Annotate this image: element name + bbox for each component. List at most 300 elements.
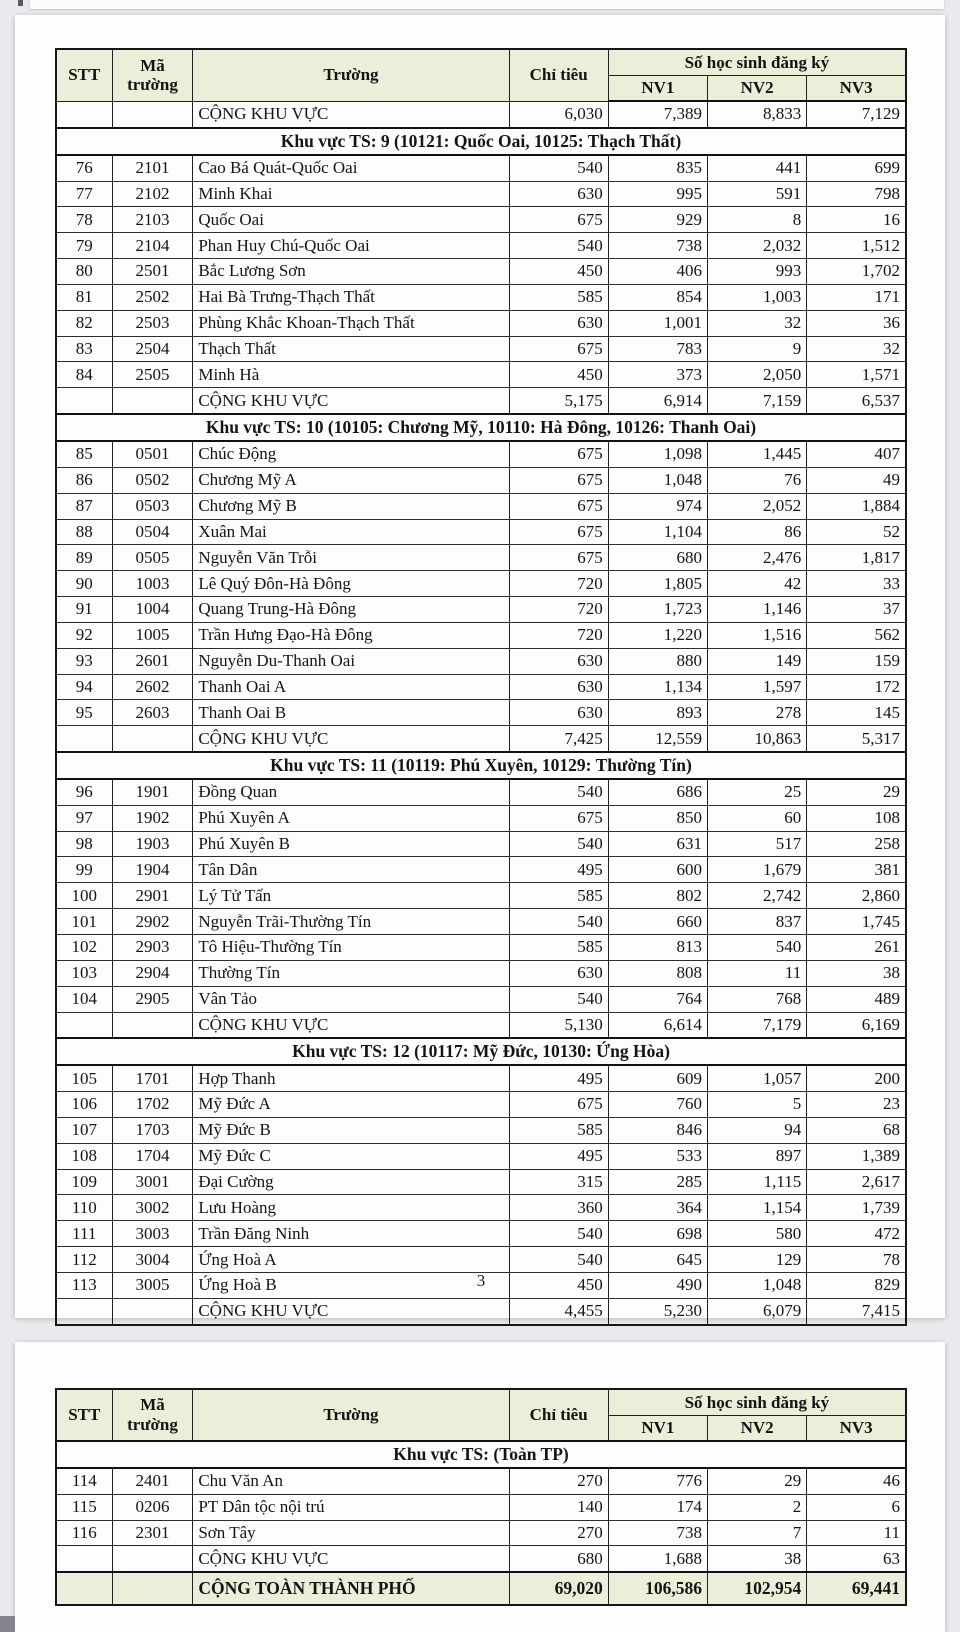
cell: 86 bbox=[708, 519, 807, 545]
cell: 3001 bbox=[112, 1169, 193, 1195]
cell: 6,079 bbox=[708, 1298, 807, 1324]
cell: 850 bbox=[608, 805, 707, 831]
col-header-nv2: NV2 bbox=[708, 1416, 807, 1442]
cell: 1,512 bbox=[807, 233, 906, 259]
cell: 7 bbox=[708, 1520, 807, 1546]
table-row bbox=[56, 1247, 906, 1273]
cell: 738 bbox=[608, 233, 707, 259]
table-row bbox=[56, 1169, 906, 1195]
cell: 540 bbox=[708, 935, 807, 961]
cell: 2101 bbox=[112, 155, 193, 181]
cell: 441 bbox=[708, 155, 807, 181]
photo-edge-shadow bbox=[0, 1616, 15, 1632]
cell: 630 bbox=[509, 700, 608, 726]
cell: 114 bbox=[56, 1468, 112, 1494]
cell: Đại Cường bbox=[193, 1169, 509, 1195]
section-header: Khu vực TS: (Toàn TP) bbox=[56, 1441, 906, 1468]
cell: Mỹ Đức A bbox=[193, 1092, 509, 1118]
cell: 8,833 bbox=[708, 101, 807, 128]
cell: 540 bbox=[509, 155, 608, 181]
cell: 698 bbox=[608, 1221, 707, 1247]
cell: 854 bbox=[608, 284, 707, 310]
cell: 46 bbox=[807, 1468, 906, 1494]
cell: 92 bbox=[56, 622, 112, 648]
cell: Hợp Thanh bbox=[193, 1065, 509, 1091]
table-row bbox=[56, 1117, 906, 1143]
cell: 2902 bbox=[112, 909, 193, 935]
cell: 2903 bbox=[112, 935, 193, 961]
cell: 897 bbox=[708, 1143, 807, 1169]
cell: 5,317 bbox=[807, 726, 906, 752]
table-row bbox=[56, 648, 906, 674]
table-row bbox=[56, 1143, 906, 1169]
cell: 76 bbox=[708, 467, 807, 493]
cell: 7,179 bbox=[708, 1012, 807, 1038]
cell: 5,230 bbox=[608, 1298, 707, 1324]
cell: 12,559 bbox=[608, 726, 707, 752]
table-row bbox=[56, 259, 906, 285]
col-header-chi-tieu: Chỉ tiêu bbox=[509, 49, 608, 101]
cell: 116 bbox=[56, 1520, 112, 1546]
cell: Thanh Oai B bbox=[193, 700, 509, 726]
cell: Bắc Lương Sơn bbox=[193, 259, 509, 285]
cell: 0206 bbox=[112, 1494, 193, 1520]
cell: 93 bbox=[56, 648, 112, 674]
cell: 675 bbox=[509, 545, 608, 571]
table-row bbox=[56, 310, 906, 336]
cell: 580 bbox=[708, 1221, 807, 1247]
cell: 630 bbox=[509, 648, 608, 674]
cell: 675 bbox=[509, 441, 608, 467]
cell: 630 bbox=[509, 960, 608, 986]
cell: 472 bbox=[807, 1221, 906, 1247]
cell: Thạch Thất bbox=[193, 336, 509, 362]
table-row bbox=[56, 336, 906, 362]
cell bbox=[56, 1546, 112, 1572]
cell: 675 bbox=[509, 805, 608, 831]
cell bbox=[56, 388, 112, 414]
cell: 200 bbox=[807, 1065, 906, 1091]
section-header-row bbox=[56, 128, 906, 155]
cell: 2,742 bbox=[708, 883, 807, 909]
cell: 2,032 bbox=[708, 233, 807, 259]
cell: Vân Tảo bbox=[193, 986, 509, 1012]
cell: 94 bbox=[56, 674, 112, 700]
cell: 631 bbox=[608, 831, 707, 857]
cell: 675 bbox=[509, 493, 608, 519]
cell: 36 bbox=[807, 310, 906, 336]
cell: 129 bbox=[708, 1247, 807, 1273]
previous-page-bottom-edge bbox=[30, 0, 944, 9]
cell: 69,441 bbox=[807, 1572, 906, 1605]
table-row bbox=[56, 805, 906, 831]
cell: 680 bbox=[509, 1546, 608, 1572]
cell bbox=[112, 726, 193, 752]
cell: 835 bbox=[608, 155, 707, 181]
cell: 680 bbox=[608, 545, 707, 571]
table-row bbox=[56, 1494, 906, 1520]
cell: Phan Huy Chú-Quốc Oai bbox=[193, 233, 509, 259]
cell: 1704 bbox=[112, 1143, 193, 1169]
cell: 38 bbox=[807, 960, 906, 986]
cell: 0504 bbox=[112, 519, 193, 545]
cell: 52 bbox=[807, 519, 906, 545]
cell: Nguyễn Văn Trỗi bbox=[193, 545, 509, 571]
cell: 2502 bbox=[112, 284, 193, 310]
table-row bbox=[56, 155, 906, 181]
cell: 585 bbox=[509, 935, 608, 961]
col-header-chi-tieu: Chỉ tiêu bbox=[509, 1389, 608, 1441]
cell: 7,159 bbox=[708, 388, 807, 414]
cell: 837 bbox=[708, 909, 807, 935]
cell: 364 bbox=[608, 1195, 707, 1221]
cell: 764 bbox=[608, 986, 707, 1012]
cell: 1902 bbox=[112, 805, 193, 831]
cell bbox=[112, 1298, 193, 1324]
cell: 106 bbox=[56, 1092, 112, 1118]
section-header-row bbox=[56, 752, 906, 779]
cell: Lê Quý Đôn-Hà Đông bbox=[193, 571, 509, 597]
cell: 103 bbox=[56, 960, 112, 986]
cell: Quốc Oai bbox=[193, 207, 509, 233]
cell: 29 bbox=[708, 1468, 807, 1494]
table-row bbox=[56, 441, 906, 467]
section-header: Khu vực TS: 10 (10105: Chương Mỹ, 10110: Hà Đông, 10126: Thanh Oai) bbox=[56, 414, 906, 441]
cell: Phùng Khắc Khoan-Thạch Thất bbox=[193, 310, 509, 336]
col-header-truong: Trường bbox=[193, 1389, 509, 1441]
cell: 258 bbox=[807, 831, 906, 857]
cell: 1,745 bbox=[807, 909, 906, 935]
cell: 29 bbox=[807, 779, 906, 805]
cell: 562 bbox=[807, 622, 906, 648]
cell: 591 bbox=[708, 181, 807, 207]
cell: 171 bbox=[807, 284, 906, 310]
cell: Quang Trung-Hà Đông bbox=[193, 597, 509, 623]
cell: 880 bbox=[608, 648, 707, 674]
cell: 25 bbox=[708, 779, 807, 805]
cell: 450 bbox=[509, 1272, 608, 1298]
cell: 720 bbox=[509, 597, 608, 623]
cell: 0505 bbox=[112, 545, 193, 571]
cell: 111 bbox=[56, 1221, 112, 1247]
cell: 768 bbox=[708, 986, 807, 1012]
cell: 2102 bbox=[112, 181, 193, 207]
cell: Tân Dân bbox=[193, 857, 509, 883]
cell: 81 bbox=[56, 284, 112, 310]
cell: Sơn Tây bbox=[193, 1520, 509, 1546]
cell: 1904 bbox=[112, 857, 193, 883]
cell: 645 bbox=[608, 1247, 707, 1273]
cell: 1,146 bbox=[708, 597, 807, 623]
cell: Chương Mỹ B bbox=[193, 493, 509, 519]
enrollment-table-page-4 bbox=[55, 1388, 907, 1606]
cell: 1701 bbox=[112, 1065, 193, 1091]
cell: 6,030 bbox=[509, 101, 608, 128]
cell: 813 bbox=[608, 935, 707, 961]
cell: 88 bbox=[56, 519, 112, 545]
col-header-nv2: NV2 bbox=[708, 76, 807, 102]
cell: 1,389 bbox=[807, 1143, 906, 1169]
cell: 540 bbox=[509, 779, 608, 805]
cell: 2601 bbox=[112, 648, 193, 674]
cell: 1901 bbox=[112, 779, 193, 805]
cell: 540 bbox=[509, 1221, 608, 1247]
cell: 1,098 bbox=[608, 441, 707, 467]
table-row bbox=[56, 1012, 906, 1038]
cell: 3003 bbox=[112, 1221, 193, 1247]
cell: 2603 bbox=[112, 700, 193, 726]
cell: Chương Mỹ A bbox=[193, 467, 509, 493]
cell: CỘNG KHU VỰC bbox=[193, 1012, 509, 1038]
table-row bbox=[56, 362, 906, 388]
table-row bbox=[56, 571, 906, 597]
cell: 91 bbox=[56, 597, 112, 623]
cell: 1,884 bbox=[807, 493, 906, 519]
table-row bbox=[56, 1092, 906, 1118]
cell: 540 bbox=[509, 831, 608, 857]
cell: 2501 bbox=[112, 259, 193, 285]
cell bbox=[56, 1572, 112, 1605]
cell: Ứng Hoà A bbox=[193, 1247, 509, 1273]
table-row bbox=[56, 1546, 906, 1572]
cell: Lưu Hoàng bbox=[193, 1195, 509, 1221]
cell: 2905 bbox=[112, 986, 193, 1012]
cell: 2401 bbox=[112, 1468, 193, 1494]
table-row bbox=[56, 467, 906, 493]
cell: 5 bbox=[708, 1092, 807, 1118]
cell: 278 bbox=[708, 700, 807, 726]
table-row bbox=[56, 986, 906, 1012]
cell: Cao Bá Quát-Quốc Oai bbox=[193, 155, 509, 181]
cell: 108 bbox=[807, 805, 906, 831]
table-row bbox=[56, 883, 906, 909]
cell: 585 bbox=[509, 284, 608, 310]
cell: Thanh Oai A bbox=[193, 674, 509, 700]
cell: 42 bbox=[708, 571, 807, 597]
cell: 7,129 bbox=[807, 101, 906, 128]
cell: 1,154 bbox=[708, 1195, 807, 1221]
cell: 60 bbox=[708, 805, 807, 831]
page-edge-mark bbox=[18, 0, 23, 6]
table-row bbox=[56, 1221, 906, 1247]
cell: 798 bbox=[807, 181, 906, 207]
cell: 450 bbox=[509, 362, 608, 388]
cell: 720 bbox=[509, 571, 608, 597]
cell: 11 bbox=[807, 1520, 906, 1546]
cell: Nguyễn Trãi-Thường Tín bbox=[193, 909, 509, 935]
cell: 9 bbox=[708, 336, 807, 362]
cell: 776 bbox=[608, 1468, 707, 1494]
cell: 1702 bbox=[112, 1092, 193, 1118]
cell: Trần Hưng Đạo-Hà Đông bbox=[193, 622, 509, 648]
cell: 78 bbox=[56, 207, 112, 233]
cell: PT Dân tộc nội trú bbox=[193, 1494, 509, 1520]
cell: 2505 bbox=[112, 362, 193, 388]
cell: 2602 bbox=[112, 674, 193, 700]
cell bbox=[112, 1012, 193, 1038]
cell: CỘNG KHU VỰC bbox=[193, 101, 509, 128]
cell: 600 bbox=[608, 857, 707, 883]
cell: 2104 bbox=[112, 233, 193, 259]
section-header-row bbox=[56, 1441, 906, 1468]
cell: Chu Văn An bbox=[193, 1468, 509, 1494]
table-row bbox=[56, 1572, 906, 1605]
cell: 8 bbox=[708, 207, 807, 233]
cell: 675 bbox=[509, 336, 608, 362]
cell: 495 bbox=[509, 1065, 608, 1091]
cell: 23 bbox=[807, 1092, 906, 1118]
col-header-nv3: NV3 bbox=[807, 76, 906, 102]
cell: Lý Tử Tấn bbox=[193, 883, 509, 909]
cell: 86 bbox=[56, 467, 112, 493]
cell: 585 bbox=[509, 883, 608, 909]
cell: 5,175 bbox=[509, 388, 608, 414]
cell: CỘNG KHU VỰC bbox=[193, 726, 509, 752]
cell: 96 bbox=[56, 779, 112, 805]
table-row bbox=[56, 622, 906, 648]
table-row bbox=[56, 1298, 906, 1324]
cell: 489 bbox=[807, 986, 906, 1012]
table-row bbox=[56, 207, 906, 233]
cell: 540 bbox=[509, 986, 608, 1012]
col-header-so-hoc-sinh-dang-ky: Số học sinh đăng ký bbox=[608, 1389, 906, 1416]
cell: 68 bbox=[807, 1117, 906, 1143]
cell: 675 bbox=[509, 1092, 608, 1118]
cell: 109 bbox=[56, 1169, 112, 1195]
cell: 102,954 bbox=[708, 1572, 807, 1605]
cell: 113 bbox=[56, 1272, 112, 1298]
table-row bbox=[56, 1195, 906, 1221]
cell: 2904 bbox=[112, 960, 193, 986]
cell: Phú Xuyên B bbox=[193, 831, 509, 857]
cell: 517 bbox=[708, 831, 807, 857]
cell: 1,679 bbox=[708, 857, 807, 883]
cell: 102 bbox=[56, 935, 112, 961]
cell: 1,597 bbox=[708, 674, 807, 700]
cell: 7,389 bbox=[608, 101, 707, 128]
cell: 100 bbox=[56, 883, 112, 909]
cell: 6,614 bbox=[608, 1012, 707, 1038]
cell: CỘNG KHU VỰC bbox=[193, 1298, 509, 1324]
cell: 6,537 bbox=[807, 388, 906, 414]
cell: 540 bbox=[509, 233, 608, 259]
col-header-nv1: NV1 bbox=[608, 76, 707, 102]
cell: 104 bbox=[56, 986, 112, 1012]
cell: 49 bbox=[807, 467, 906, 493]
cell: 1,702 bbox=[807, 259, 906, 285]
cell: 929 bbox=[608, 207, 707, 233]
table-row bbox=[56, 831, 906, 857]
cell bbox=[56, 1012, 112, 1038]
cell: CỘNG KHU VỰC bbox=[193, 388, 509, 414]
cell: 82 bbox=[56, 310, 112, 336]
cell: 1,445 bbox=[708, 441, 807, 467]
cell: 1,001 bbox=[608, 310, 707, 336]
section-header: Khu vực TS: 11 (10119: Phú Xuyên, 10129: Thường Tín) bbox=[56, 752, 906, 779]
cell: 381 bbox=[807, 857, 906, 883]
table-row bbox=[56, 181, 906, 207]
table-row bbox=[56, 779, 906, 805]
col-header-truong: Trường bbox=[193, 49, 509, 101]
cell: 140 bbox=[509, 1494, 608, 1520]
cell: 98 bbox=[56, 831, 112, 857]
cell: 808 bbox=[608, 960, 707, 986]
cell: 540 bbox=[509, 909, 608, 935]
cell: 1,688 bbox=[608, 1546, 707, 1572]
cell: 1,817 bbox=[807, 545, 906, 571]
cell: 406 bbox=[608, 259, 707, 285]
cell: 450 bbox=[509, 259, 608, 285]
cell: 630 bbox=[509, 310, 608, 336]
table-row bbox=[56, 674, 906, 700]
table-row bbox=[56, 700, 906, 726]
cell: Mỹ Đức B bbox=[193, 1117, 509, 1143]
cell: 660 bbox=[608, 909, 707, 935]
cell: 675 bbox=[509, 467, 608, 493]
cell: CỘNG KHU VỰC bbox=[193, 1546, 509, 1572]
cell: 106,586 bbox=[608, 1572, 707, 1605]
cell: Tô Hiệu-Thường Tín bbox=[193, 935, 509, 961]
col-header-stt: STT bbox=[56, 1389, 112, 1441]
cell: 3005 bbox=[112, 1272, 193, 1298]
cell: 69,020 bbox=[509, 1572, 608, 1605]
cell: 99 bbox=[56, 857, 112, 883]
cell: 829 bbox=[807, 1272, 906, 1298]
cell: 1,115 bbox=[708, 1169, 807, 1195]
cell: 112 bbox=[56, 1247, 112, 1273]
col-header-so-hoc-sinh-dang-ky: Số học sinh đăng ký bbox=[608, 49, 906, 76]
cell: 270 bbox=[509, 1468, 608, 1494]
document-page-3 bbox=[15, 15, 945, 1321]
table-row bbox=[56, 935, 906, 961]
cell: 2,617 bbox=[807, 1169, 906, 1195]
cell: 760 bbox=[608, 1092, 707, 1118]
cell: 720 bbox=[509, 622, 608, 648]
cell: 11 bbox=[708, 960, 807, 986]
cell: 360 bbox=[509, 1195, 608, 1221]
table-row bbox=[56, 493, 906, 519]
cell: 285 bbox=[608, 1169, 707, 1195]
cell: 2901 bbox=[112, 883, 193, 909]
cell bbox=[56, 1298, 112, 1324]
col-header-ma-truong: Mã trường bbox=[112, 49, 193, 101]
document-page-4 bbox=[15, 1342, 945, 1632]
cell: 1,134 bbox=[608, 674, 707, 700]
cell: 5,130 bbox=[509, 1012, 608, 1038]
cell: Mỹ Đức C bbox=[193, 1143, 509, 1169]
cell: 315 bbox=[509, 1169, 608, 1195]
cell: 0501 bbox=[112, 441, 193, 467]
cell: 1,057 bbox=[708, 1065, 807, 1091]
cell bbox=[56, 726, 112, 752]
col-header-nv1: NV1 bbox=[608, 1416, 707, 1442]
cell: 105 bbox=[56, 1065, 112, 1091]
cell: 0503 bbox=[112, 493, 193, 519]
table-row bbox=[56, 545, 906, 571]
table-row bbox=[56, 519, 906, 545]
table-row bbox=[56, 960, 906, 986]
page-number: 3 bbox=[476, 1271, 486, 1290]
cell: 738 bbox=[608, 1520, 707, 1546]
cell: 78 bbox=[807, 1247, 906, 1273]
cell: 585 bbox=[509, 1117, 608, 1143]
cell: 174 bbox=[608, 1494, 707, 1520]
col-header-ma-truong: Mã trường bbox=[112, 1389, 193, 1441]
cell: 80 bbox=[56, 259, 112, 285]
col-header-stt: STT bbox=[56, 49, 112, 101]
cell: Trần Đăng Ninh bbox=[193, 1221, 509, 1247]
cell: 2,052 bbox=[708, 493, 807, 519]
